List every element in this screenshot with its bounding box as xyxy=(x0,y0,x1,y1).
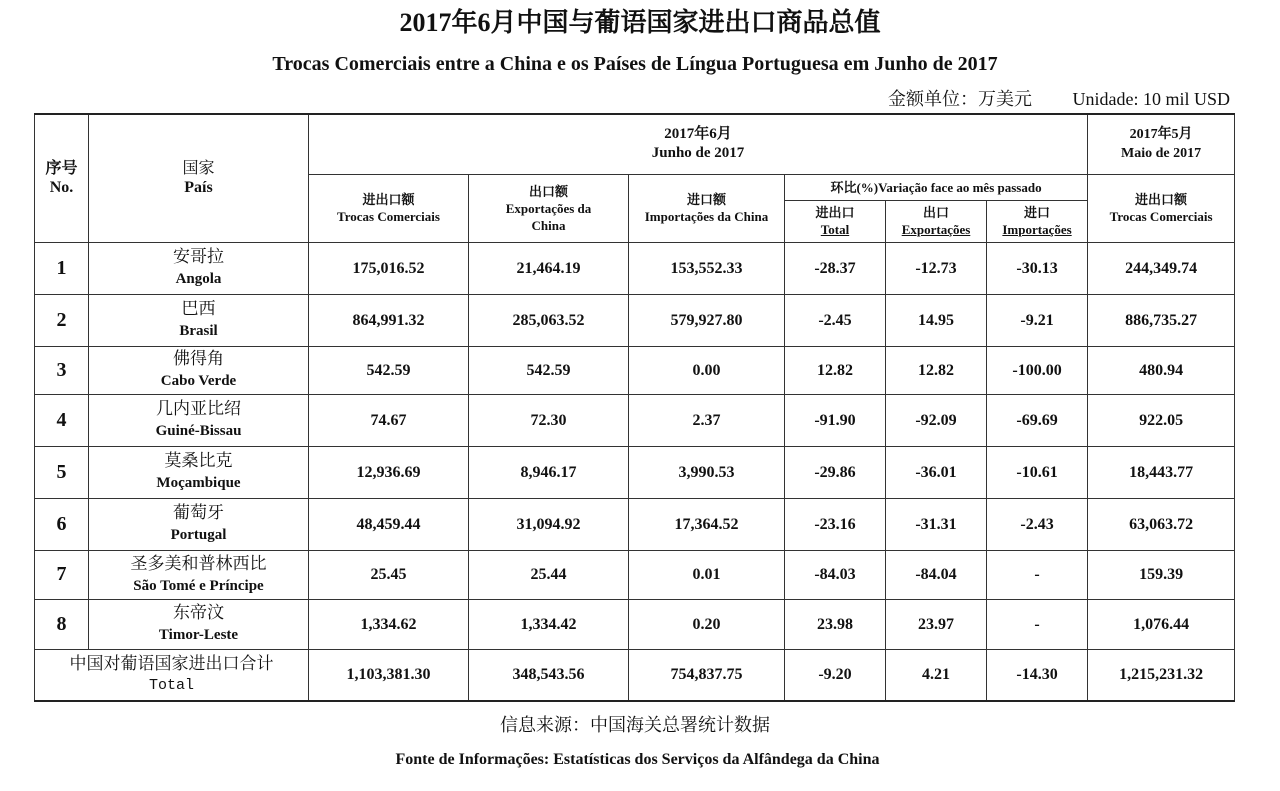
source-cn: 信息来源：中国海关总署统计数据 xyxy=(500,715,770,735)
cell-var-export: -12.73 xyxy=(886,242,987,294)
header-var-export xyxy=(886,200,987,242)
cell-var-total: 12.82 xyxy=(785,346,886,394)
cell-export: 1,334.42 xyxy=(469,599,629,649)
cell-prev-trade: 886,735.27 xyxy=(1088,294,1235,346)
header-period-pt: Junho de 2017 xyxy=(651,145,745,162)
header-var-total-cn: 进出口 xyxy=(815,205,855,220)
cell-var-import: -69.69 xyxy=(987,394,1088,446)
header-index-cn: 序号 xyxy=(45,160,78,178)
cell-var-import: - xyxy=(987,599,1088,649)
total-label-pt: Total xyxy=(148,676,194,694)
row-index: 1 xyxy=(35,242,89,294)
row-index: 5 xyxy=(35,446,89,498)
header-import-pt: Importações da China xyxy=(644,209,769,224)
table-row xyxy=(35,446,1235,498)
country-cn: 几内亚比绍 xyxy=(156,399,241,418)
country-pt: Guiné-Bissau xyxy=(155,423,242,439)
country-pt: Brasil xyxy=(179,323,218,339)
table-row xyxy=(35,242,1235,294)
row-country xyxy=(89,498,309,550)
country-cn: 东帝汶 xyxy=(173,603,224,622)
country-pt: Angola xyxy=(175,271,222,287)
cell-trade: 12,936.69 xyxy=(309,446,469,498)
table-row xyxy=(35,394,1235,446)
cell-var-export: -36.01 xyxy=(886,446,987,498)
cell-var-total: -29.86 xyxy=(785,446,886,498)
row-index: 3 xyxy=(35,346,89,394)
row-index: 6 xyxy=(35,498,89,550)
header-country-cn: 国家 xyxy=(182,160,215,178)
page-title: 2017年6月中国与葡语国家进出口商品总值 xyxy=(399,8,881,37)
header-import xyxy=(629,174,785,242)
total-label xyxy=(35,649,309,701)
country-cn: 佛得角 xyxy=(173,349,224,368)
cell-export: 72.30 xyxy=(469,394,629,446)
row-country xyxy=(89,599,309,649)
header-export xyxy=(469,174,629,242)
country-cn: 圣多美和普林西比 xyxy=(130,553,267,573)
header-index xyxy=(35,114,89,242)
country-pt: São Tomé e Príncipe xyxy=(133,577,264,594)
header-trade-cn: 进出口额 xyxy=(362,192,415,207)
cell-var-total: 23.98 xyxy=(785,599,886,649)
total-var-export: 4.21 xyxy=(886,649,987,701)
header-period-cn: 2017年6月 xyxy=(664,126,732,143)
cell-prev-trade: 480.94 xyxy=(1088,346,1235,394)
header-prev-period xyxy=(1088,114,1235,174)
cell-var-total: -28.37 xyxy=(785,242,886,294)
cell-import: 0.20 xyxy=(629,599,785,649)
unit-line xyxy=(888,86,1230,112)
row-country xyxy=(89,394,309,446)
total-var-import: -14.30 xyxy=(987,649,1088,701)
cell-prev-trade: 244,349.74 xyxy=(1088,242,1235,294)
country-cn: 安哥拉 xyxy=(173,247,224,266)
country-pt: Timor-Leste xyxy=(158,627,239,643)
cell-var-export: 12.82 xyxy=(886,346,987,394)
header-prev-pt: Maio de 2017 xyxy=(1121,146,1202,162)
table-body xyxy=(35,242,1235,701)
table-row xyxy=(35,294,1235,346)
header-country-pt: País xyxy=(184,179,213,197)
unit-pt: Unidade: 10 mil USD xyxy=(1072,89,1230,109)
country-cn: 巴西 xyxy=(181,299,216,318)
row-country xyxy=(89,242,309,294)
cell-var-export: -31.31 xyxy=(886,498,987,550)
cell-var-import: -30.13 xyxy=(987,242,1088,294)
country-pt: Moçambique xyxy=(156,475,241,491)
cell-trade: 25.45 xyxy=(309,550,469,599)
header-trade-pt: Trocas Comerciais xyxy=(337,209,440,224)
cell-var-total: -91.90 xyxy=(785,394,886,446)
cell-export: 285,063.52 xyxy=(469,294,629,346)
country-cn: 葡萄牙 xyxy=(173,503,224,522)
cell-prev-trade: 922.05 xyxy=(1088,394,1235,446)
unit-cn: 金额单位：万美元 xyxy=(888,89,1032,109)
header-var-total-pt: Total xyxy=(820,222,850,237)
cell-import: 0.01 xyxy=(629,550,785,599)
header-prev-trade-cn: 进出口额 xyxy=(1135,192,1188,207)
cell-import: 579,927.80 xyxy=(629,294,785,346)
cell-var-export: -92.09 xyxy=(886,394,987,446)
total-var-total: -9.20 xyxy=(785,649,886,701)
table-row xyxy=(35,498,1235,550)
header-prev-cn: 2017年5月 xyxy=(1129,127,1193,143)
total-label-cn: 中国对葡语国家进出口合计 xyxy=(69,653,274,673)
header-var-import-cn: 进口 xyxy=(1024,205,1051,220)
row-country xyxy=(89,550,309,599)
cell-var-export: -84.04 xyxy=(886,550,987,599)
cell-var-import: - xyxy=(987,550,1088,599)
cell-var-total: -23.16 xyxy=(785,498,886,550)
total-import: 754,837.75 xyxy=(629,649,785,701)
cell-var-export: 14.95 xyxy=(886,294,987,346)
cell-export: 25.44 xyxy=(469,550,629,599)
cell-prev-trade: 18,443.77 xyxy=(1088,446,1235,498)
cell-import: 153,552.33 xyxy=(629,242,785,294)
header-import-cn: 进口额 xyxy=(686,192,726,207)
header-export-cn: 出口额 xyxy=(528,183,568,199)
row-index: 7 xyxy=(35,550,89,599)
row-country xyxy=(89,294,309,346)
cell-export: 21,464.19 xyxy=(469,242,629,294)
header-country xyxy=(89,114,309,242)
header-trade xyxy=(309,174,469,242)
cell-import: 17,364.52 xyxy=(629,498,785,550)
cell-trade: 48,459.44 xyxy=(309,498,469,550)
row-index: 2 xyxy=(35,294,89,346)
total-export: 348,543.56 xyxy=(469,649,629,701)
row-index: 8 xyxy=(35,599,89,649)
cell-trade: 175,016.52 xyxy=(309,242,469,294)
row-country xyxy=(89,346,309,394)
cell-var-import: -10.61 xyxy=(987,446,1088,498)
country-pt: Portugal xyxy=(170,527,227,543)
country-cn: 莫桑比克 xyxy=(164,451,233,470)
header-var-export-pt: Exportações xyxy=(901,222,971,237)
header-export-pt: Exportações da China xyxy=(505,200,592,233)
cell-prev-trade: 1,076.44 xyxy=(1088,599,1235,649)
table-row xyxy=(35,346,1235,394)
cell-trade: 74.67 xyxy=(309,394,469,446)
total-trade: 1,103,381.30 xyxy=(309,649,469,701)
header-var-import-pt: Importações xyxy=(1002,222,1072,237)
cell-var-total: -84.03 xyxy=(785,550,886,599)
source-pt: Fonte de Informações: Estatísticas dos Serviços da Alfândega da China xyxy=(395,751,880,768)
total-row xyxy=(35,649,1235,701)
header-var-import xyxy=(987,200,1088,242)
header-index-pt: No. xyxy=(49,179,74,197)
cell-export: 31,094.92 xyxy=(469,498,629,550)
header-prev-trade xyxy=(1088,174,1235,242)
header-variation: 环比(%)Variação face ao mês passado xyxy=(785,174,1088,200)
cell-trade: 542.59 xyxy=(309,346,469,394)
header-var-total xyxy=(785,200,886,242)
trade-table xyxy=(34,113,1235,702)
cell-prev-trade: 159.39 xyxy=(1088,550,1235,599)
cell-var-import: -100.00 xyxy=(987,346,1088,394)
cell-var-import: -2.43 xyxy=(987,498,1088,550)
cell-export: 8,946.17 xyxy=(469,446,629,498)
total-prev-trade: 1,215,231.32 xyxy=(1088,649,1235,701)
cell-export: 542.59 xyxy=(469,346,629,394)
table-row xyxy=(35,550,1235,599)
header-var-export-cn: 出口 xyxy=(922,205,949,220)
cell-var-total: -2.45 xyxy=(785,294,886,346)
table-row xyxy=(35,599,1235,649)
header-period xyxy=(309,114,1088,174)
cell-trade: 864,991.32 xyxy=(309,294,469,346)
cell-prev-trade: 63,063.72 xyxy=(1088,498,1235,550)
cell-import: 0.00 xyxy=(629,346,785,394)
country-pt: Cabo Verde xyxy=(160,373,237,389)
header-prev-trade-pt: Trocas Comerciais xyxy=(1109,209,1213,224)
cell-import: 2.37 xyxy=(629,394,785,446)
cell-import: 3,990.53 xyxy=(629,446,785,498)
cell-trade: 1,334.62 xyxy=(309,599,469,649)
row-index: 4 xyxy=(35,394,89,446)
cell-var-import: -9.21 xyxy=(987,294,1088,346)
page-subtitle: Trocas Comerciais entre a China e os Países de Língua Portuguesa em Junho de 2017 xyxy=(272,53,998,75)
row-country xyxy=(89,446,309,498)
cell-var-export: 23.97 xyxy=(886,599,987,649)
